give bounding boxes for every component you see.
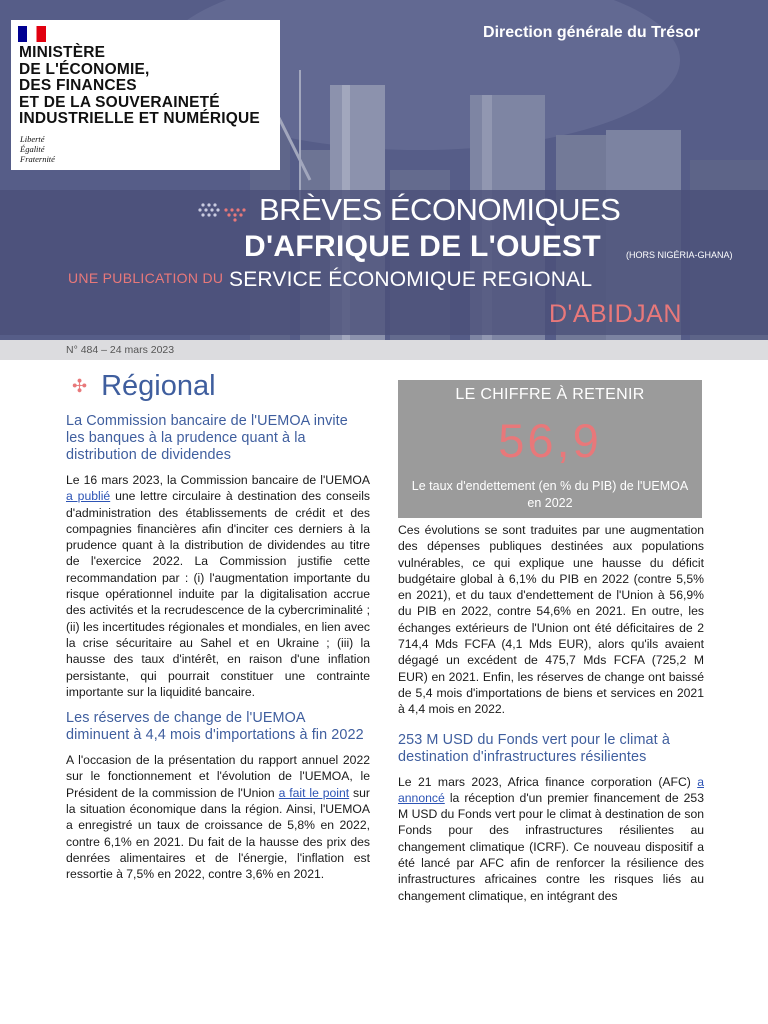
- header-banner: [0, 0, 768, 340]
- article-1-link[interactable]: a publié: [66, 489, 111, 504]
- section-heading: [72, 370, 370, 403]
- key-figure-value: 56,9: [498, 414, 602, 467]
- article-2-link[interactable]: a fait le point: [278, 785, 350, 800]
- article-1-title: La Commission bancaire de l'UEMOA invite les banques à la prudence quant à la distribution de dividendes: [66, 413, 348, 463]
- key-figure-label: LE CHIFFRE À RETENIR: [455, 386, 645, 403]
- key-figure-box: [398, 380, 702, 518]
- marianne-flag-icon: [18, 26, 46, 42]
- dots-decoration-icon: [196, 202, 252, 224]
- issue-number: N° 484 – 24 mars 2023: [66, 344, 175, 356]
- issue-bar: [0, 340, 768, 360]
- publication-service: SERVICE ÉCONOMIQUE REGIONAL: [229, 268, 593, 291]
- globe-icon: ✣: [72, 376, 88, 396]
- title-line-2: D'AFRIQUE DE L'OUEST: [244, 230, 601, 263]
- article-3-title: 253 M USD du Fonds vert pour le climat à destination d'infrastructures résilientes: [398, 731, 670, 765]
- ministry-name: MINISTÈRE DE L'ÉCONOMIE, DES FINANCES ET DE LA SOUVERAINETÉ INDUSTRIELLE ET NUMÉRIQUE: [19, 44, 260, 127]
- title-line-1: BRÈVES ÉCONOMIQUES: [259, 192, 621, 227]
- publication-city: D'ABIDJAN: [549, 300, 682, 328]
- republic-motto: Liberté Égalité Fraternité: [20, 134, 55, 164]
- right-column: [398, 380, 704, 904]
- article-3-link[interactable]: a annoncé: [398, 774, 704, 805]
- article-2-continued: Ces évolutions se sont traduites par une augmentation des dépenses publiques destinées aux populations vulnérables, ce qui explique une hausse du déficit budgétaire global à 6,1% du PIB en 2022 (contre 5,5% en 2021), et du taux d'endettement de l'Union à 56,9% du PIB en 2022, contre 54,6% en 2021. En outre, les échanges extérieurs de l'Union ont été déficitaires de 2 714,4 Mds FCFA (4,1 Mds EUR), alors qu'ils avaient dégagé un excédent de 475,7 Mds FCFA (725,2 M EUR) en 2021. Enfin, les réserves de change ont baissé de 5,4 mois d'importations de biens et services en 2021 à 4,4 mois en 2022.: [398, 523, 704, 717]
- publication-prefix: UNE PUBLICATION DU: [68, 270, 224, 286]
- ministry-logo: [11, 20, 280, 170]
- article-2-title: Les réserves de change de l'UEMOA diminuent à 4,4 mois d'importations à fin 2022: [66, 710, 364, 744]
- title-qualifier: (HORS NIGÉRIA-GHANA): [626, 250, 733, 260]
- agency-name: Direction générale du Trésor: [483, 24, 700, 41]
- article-2-body: A l'occasion de la présentation du rapport annuel 2022 sur le fonctionnement et l'évolution de l'UEMOA, le Président de la commission de l'Union a fait le point sur la situation économique dans la région. Ainsi, l'UEMOA a enregistré un taux de croissance de 5,8% en 2022, contre 6,1% en 2021. Du fait de la hausse des prix des denrées alimentaires et de l'énergie, l'inflation est ressortie à 7,5% en 2022, contre 3,6% en 2021.: [66, 753, 370, 882]
- left-column: [66, 366, 370, 883]
- article-3-body: Le 21 mars 2023, Africa finance corporation (AFC) a annoncé la réception d'un premier financement de 253 M USD du Fonds vert pour le climat à destination de son Fonds pour des infrastructures résilientes au changement climatique (ICRF). Ce nouveau dispositif a été lancé par AFC afin de renforcer la résilience des infrastructures africaines contre les risques liés au changement climatique, en intégrant des: [398, 774, 704, 903]
- article-1-body: Le 16 mars 2023, la Commission bancaire de l'UEMOA a publié une lettre circulaire à destination des conseils d'administration des établissements de crédit et des compagnies financières afin d'inciter ces derniers à la prudence quant à la distribution de dividendes au titre de l'exercice 2022. La Commission justifie cette recommandation par : (i) l'augmentation importante du risque opérationnel induite par la digitalisation accrue des activités et la recrudescence de la cybercriminalité ; (ii) les incertitudes régionales et mondiales, en lien avec la crise sécuritaire au Sahel et en Ukraine ; (iii) la hausse des taux d'intérêt, en raison d'une inflation persistante, qui pourrait constituer une contrainte importante sur la liquidité bancaire.: [66, 473, 370, 699]
- section-title: Régional: [101, 370, 216, 402]
- key-figure-description: Le taux d'endettement (en % du PIB) de l'UEMOA en 2022: [411, 479, 689, 510]
